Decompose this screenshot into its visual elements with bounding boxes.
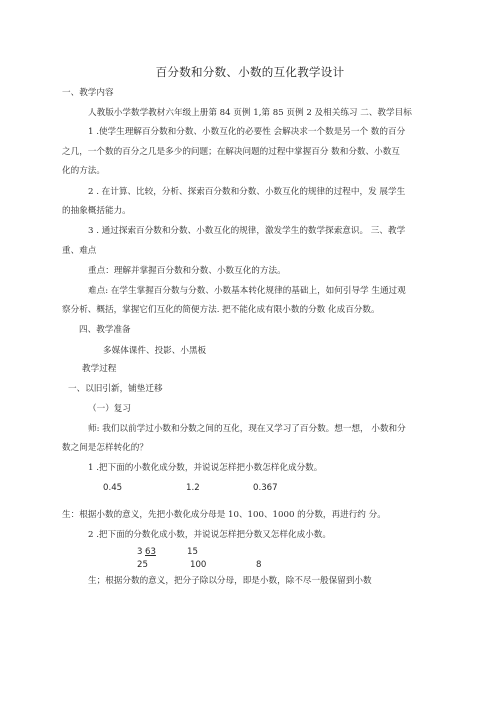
- paragraph-line: 生：根据小数的意义，先把小数化成分母是 10、100、1000 的分数，再进行约 分。: [62, 510, 386, 520]
- decimal-value: 1.2: [186, 483, 200, 493]
- paragraph-line: 数之间是怎样转化的？: [62, 443, 148, 453]
- paragraph-line: 多媒体课件、投影、小黑板: [103, 346, 207, 356]
- paragraph-line: 师: 我们以前学过小数和分数之间的互化，现在又学习了百分数。想一想， 小数和分: [88, 424, 406, 434]
- paragraph-line: 人教版小学数学教材六年级上册第 84 页例 1,第 85 页例 2 及相关练习 二、教学目标: [88, 108, 412, 118]
- section-heading: 教学过程: [82, 364, 117, 374]
- page-title: 百分数和分数、小数的互化教学设计: [155, 65, 345, 79]
- paragraph-line: 化的方法。: [62, 166, 105, 176]
- decimal-value: 0.45: [103, 483, 123, 493]
- paragraph-line: 的抽象概括能力。: [62, 206, 131, 216]
- paragraph-line: 察分析、概括，掌握它们互化的简便方法. 把不能化成有限小数的分数 化成百分数。: [62, 305, 380, 315]
- fraction-denominator: 25: [137, 560, 148, 570]
- fraction-numerator: 3: [137, 547, 143, 557]
- fraction-denominator: 8: [256, 560, 262, 570]
- paragraph-line: 重点：理解并掌握百分数和分数、小数互化的方法。: [88, 266, 286, 276]
- fraction-denominator: 100: [190, 560, 207, 570]
- paragraph-line: 重、难点: [62, 246, 97, 256]
- section-heading: 四、教学准备: [79, 325, 131, 335]
- section-heading: 一、教学内容: [62, 88, 114, 98]
- fraction-numerator: 63: [145, 547, 156, 557]
- fraction-numerator: 15: [187, 547, 198, 557]
- paragraph-line: 2 .把下面的分数化成小数，并说说怎样把分数又怎样化成小数。: [88, 530, 331, 540]
- paragraph-line: 1 .使学生理解百分数和分数、小数互化的必要性 会解决求一个数是另一个 数的百分: [88, 127, 406, 137]
- paragraph-line: 之几，一个数的百分之几是多少的问题；在解决问题的过程中掌握百分 数和分数、小数互: [62, 147, 400, 157]
- paragraph-line: 2 . 在计算、比较，分析、探索百分数和分数、小数互化的规律的过程中，发 展学生: [88, 187, 406, 197]
- section-heading: （一）复习: [88, 404, 131, 414]
- paragraph-line: 3 . 通过探索百分数和分数、小数互化的规律，激发学生的数学探索意识。 三、教学: [88, 226, 406, 236]
- section-heading: 一、以旧引新，铺垫迁移: [68, 384, 163, 394]
- paragraph-line: 生；根据分数的意义，把分子除以分母，即是小数，除不尽一般保留到小数: [88, 576, 372, 586]
- paragraph-line: 难点: 在学生掌握百分数与分数、小数基本转化规律的基础上，如何引导学 生通过观: [88, 286, 406, 296]
- paragraph-line: 1 .把下面的小数化成分数，并说说怎样把小数怎样化成分数。: [88, 463, 323, 473]
- decimal-value: 0.367: [253, 483, 278, 493]
